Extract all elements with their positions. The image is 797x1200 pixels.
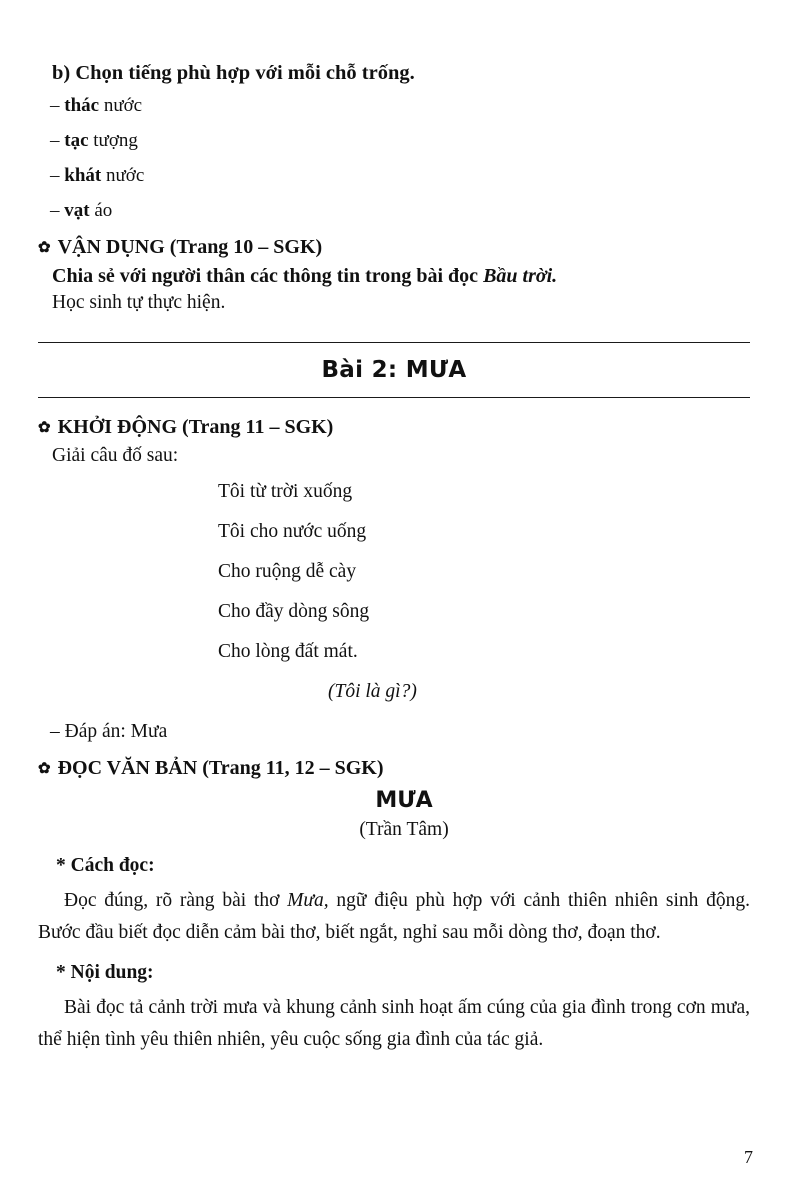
list-item — [38, 200, 750, 222]
dash-marker: – — [50, 95, 60, 116]
cach-doc-poem-name: Mưa, — [287, 890, 329, 911]
riddle-line: Cho lòng đất mát. — [218, 641, 358, 662]
answer-word: vạt — [64, 200, 90, 221]
answer-rest: tượng — [88, 130, 138, 151]
riddle-line: Cho đầy dòng sông — [218, 601, 370, 622]
riddle-line: Cho ruộng dễ cày — [218, 561, 357, 582]
van-dung-task-text: Chia sẻ với người thân các thông tin trong bài đọc — [52, 265, 484, 287]
section-heading-label: VẬN DỤNG (Trang 10 – SGK) — [57, 236, 323, 258]
answer-word: thác — [64, 95, 100, 116]
section-heading-label: ĐỌC VĂN BẢN (Trang 11, 12 – SGK) — [57, 757, 384, 779]
khoi-dong-prompt: Giải câu đố sau: — [52, 445, 179, 466]
list-item — [38, 165, 750, 187]
dash-marker: – — [50, 130, 60, 151]
poem-title: MƯA — [375, 788, 433, 813]
section-heading-label: KHỞI ĐỘNG (Trang 11 – SGK) — [57, 416, 334, 438]
flower-bullet-icon: ✿ — [38, 761, 51, 777]
riddle-block — [38, 481, 750, 703]
divider-bottom — [38, 397, 750, 398]
flower-bullet-icon: ✿ — [38, 240, 51, 256]
section-heading-khoi-dong — [38, 416, 750, 439]
exercise-b-heading: b) Chọn tiếng phù hợp với mỗi chỗ trống. — [52, 62, 415, 84]
cach-doc-text-1: Đọc đúng, rõ ràng bài thơ — [64, 890, 288, 911]
page-number: 7 — [744, 1147, 753, 1167]
van-dung-task-title: Bầu trời. — [483, 265, 558, 287]
cach-doc-label: * Cách đọc: — [56, 855, 155, 876]
riddle-question: (Tôi là gì?) — [328, 681, 417, 702]
cach-doc-text-2: ngữ điệu phù hợp với cảnh thiên nhiên sinh động. Bước đầu biết đọc diễn cảm bài thơ, biết ngắt, nghỉ sau mỗi dòng thơ, đoạn thơ. — [38, 890, 751, 943]
section-heading-doc-van-ban — [38, 757, 750, 780]
section-heading-van-dung — [38, 236, 750, 259]
flower-bullet-icon: ✿ — [38, 420, 51, 436]
list-item — [38, 95, 750, 117]
answer-rest: áo — [89, 200, 113, 221]
noi-dung-label: * Nội dung: — [56, 962, 154, 984]
answer-rest: nước — [99, 95, 143, 116]
list-item — [38, 130, 750, 152]
riddle-line: Tôi từ trời xuống — [218, 481, 353, 502]
van-dung-task — [38, 265, 750, 288]
dash-marker: – — [50, 200, 60, 221]
dash-marker: – — [50, 165, 60, 186]
page-content — [38, 62, 750, 1059]
poem-author: (Trần Tâm) — [359, 819, 449, 840]
riddle-line: Tôi cho nước uống — [218, 521, 367, 542]
answer-rest: nước — [101, 165, 145, 186]
lesson-title: Bài 2: MƯA — [321, 357, 467, 383]
cach-doc-paragraph — [38, 885, 750, 948]
answer-word: khát — [64, 165, 102, 186]
van-dung-answer: Học sinh tự thực hiện. — [52, 292, 226, 313]
answer-word: tạc — [64, 130, 89, 151]
riddle-answer: – Đáp án: Mưa — [50, 721, 168, 742]
noi-dung-paragraph: Bài đọc tả cảnh trời mưa và khung cảnh sinh hoạt ấm cúng của gia đình trong cơn mưa, thể hiện tình yêu thiên nhiên, yêu cuộc sống gia đình của tác giả. — [38, 997, 750, 1050]
